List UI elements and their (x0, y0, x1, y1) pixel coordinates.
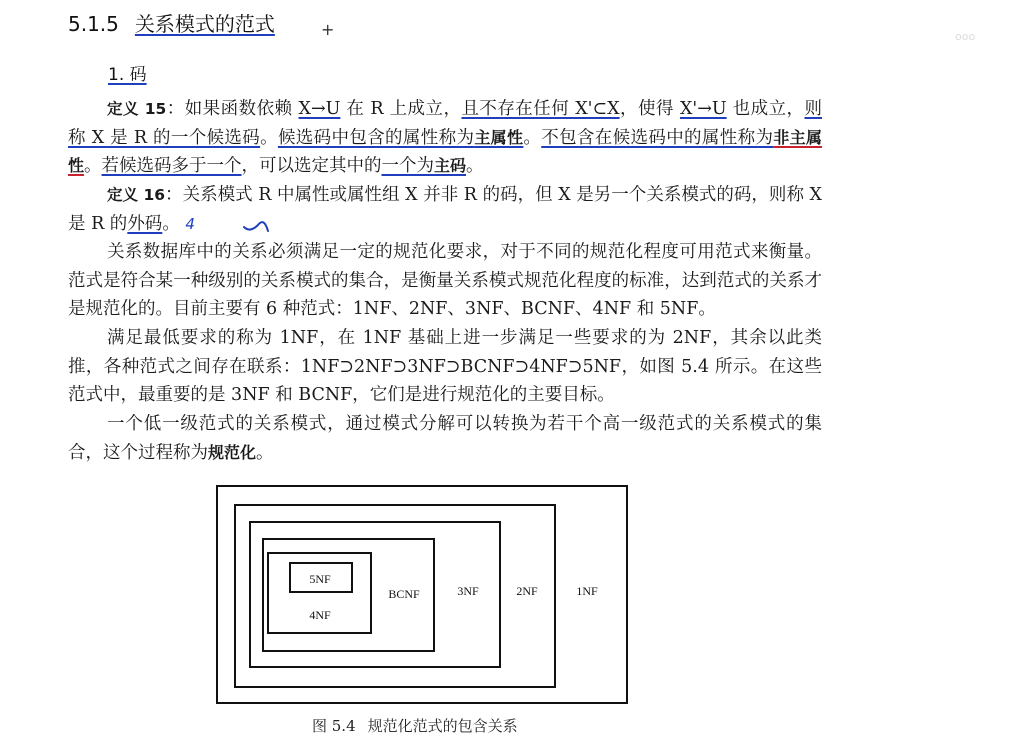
label-1nf: 1NF (576, 584, 598, 598)
label-bcnf: BCNF (388, 587, 420, 601)
highlighted-text: X'→U (679, 99, 727, 119)
highlighted-text: 候选码中包含的属性称为 (277, 127, 475, 148)
highlighted-text: 外码 (127, 213, 163, 234)
section-heading (68, 8, 275, 37)
text-run: ：如果函数依赖 (166, 99, 299, 119)
definition-label: 定义 16 (107, 186, 166, 204)
highlighted-text: X→U (298, 99, 341, 119)
bold-term: 主码 (434, 156, 467, 176)
text-run: 在 R 上成立， (340, 99, 462, 119)
highlighted-text: 且不存在任何 X'⊂X (461, 99, 620, 119)
box-3nf (250, 522, 500, 667)
label-3nf: 3NF (457, 584, 479, 598)
body-paragraph (68, 410, 822, 467)
text-run: ：关系模式 R 中属性或属性组 X 并非 R 的码，但 X 是另一个关系模式的码，则称 X 是 R 的 (68, 185, 823, 234)
box-4nf (268, 553, 371, 633)
watermark: ooo (955, 30, 976, 43)
figure-caption (312, 715, 518, 736)
text-run: 。 (162, 213, 180, 234)
subsection-title: 1. 码 (108, 65, 147, 85)
subsection-heading (108, 60, 147, 85)
label-5nf: 5NF (309, 572, 331, 586)
box-bcnf (263, 539, 434, 651)
text-run: 。 (256, 442, 274, 463)
text-run: ，使得 (619, 99, 680, 119)
figure-caption-text: 规范化范式的包含关系 (367, 717, 518, 735)
highlighted-text: 则称 X 是 R 的一个候选码 (68, 99, 822, 148)
highlighted-text: 不包含在候选码中的属性称为 (541, 127, 774, 148)
box-2nf (235, 505, 555, 687)
figure-number: 图 5.4 (312, 717, 356, 735)
bold-term: 非主属性 (68, 127, 822, 176)
label-2nf: 2NF (516, 584, 538, 598)
label-4nf: 4NF (309, 608, 331, 622)
bold-term: 规范化 (208, 442, 257, 462)
highlighted-text: 若候选码多于一个 (101, 156, 242, 177)
body-paragraph: 满足最低要求的称为 1NF，在 1NF 基础上进一步满足一些要求的为 2NF，其余以此类推，各种范式之间存在联系：1NF⊃2NF⊃3NF⊃BCNF⊃4NF⊃5NF，如图 5.4 所示。在这些范式中，最重要的是 3NF 和 BCNF，它们是进行规范化的主要目标。 (68, 328, 822, 406)
text-run: 。 (523, 127, 542, 148)
bold-term: 主属性 (474, 127, 524, 147)
text-run: ，可以选定其中的 (241, 156, 382, 177)
section-number: 5.1.5 (68, 12, 119, 36)
box-1nf (217, 486, 627, 703)
section-title: 关系模式的范式 (134, 12, 275, 36)
pen-annotation: 4 (185, 214, 195, 233)
text-run: 。 (260, 127, 278, 148)
definition-15-paragraph (68, 95, 822, 181)
highlighted-text: 一个为 (381, 156, 435, 177)
body-paragraph: 关系数据库中的关系必须满足一定的规范化要求，对于不同的规范化程度可用范式来衡量。范式是符合某一种级别的关系模式的集合，是衡量关系模式规范化程度的标准，达到范式的关系才是规范化的。目前主要有 6 种范式：1NF、2NF、3NF、BCNF、4NF 和 5NF。 (68, 242, 822, 320)
text-run: 。 (466, 156, 484, 177)
definition-16-paragraph (68, 181, 822, 238)
text-run: 。 (84, 156, 102, 177)
text-run: 一个低一级范式的关系模式，通过模式分解可以转换为若干个高一级范式的关系模式的集合，这个过程称为 (68, 414, 822, 463)
text-run: 也成立， (726, 99, 805, 119)
crosshair-cursor-icon: + (321, 20, 335, 39)
definition-label: 定义 15 (107, 100, 167, 118)
box-5nf (290, 563, 352, 592)
